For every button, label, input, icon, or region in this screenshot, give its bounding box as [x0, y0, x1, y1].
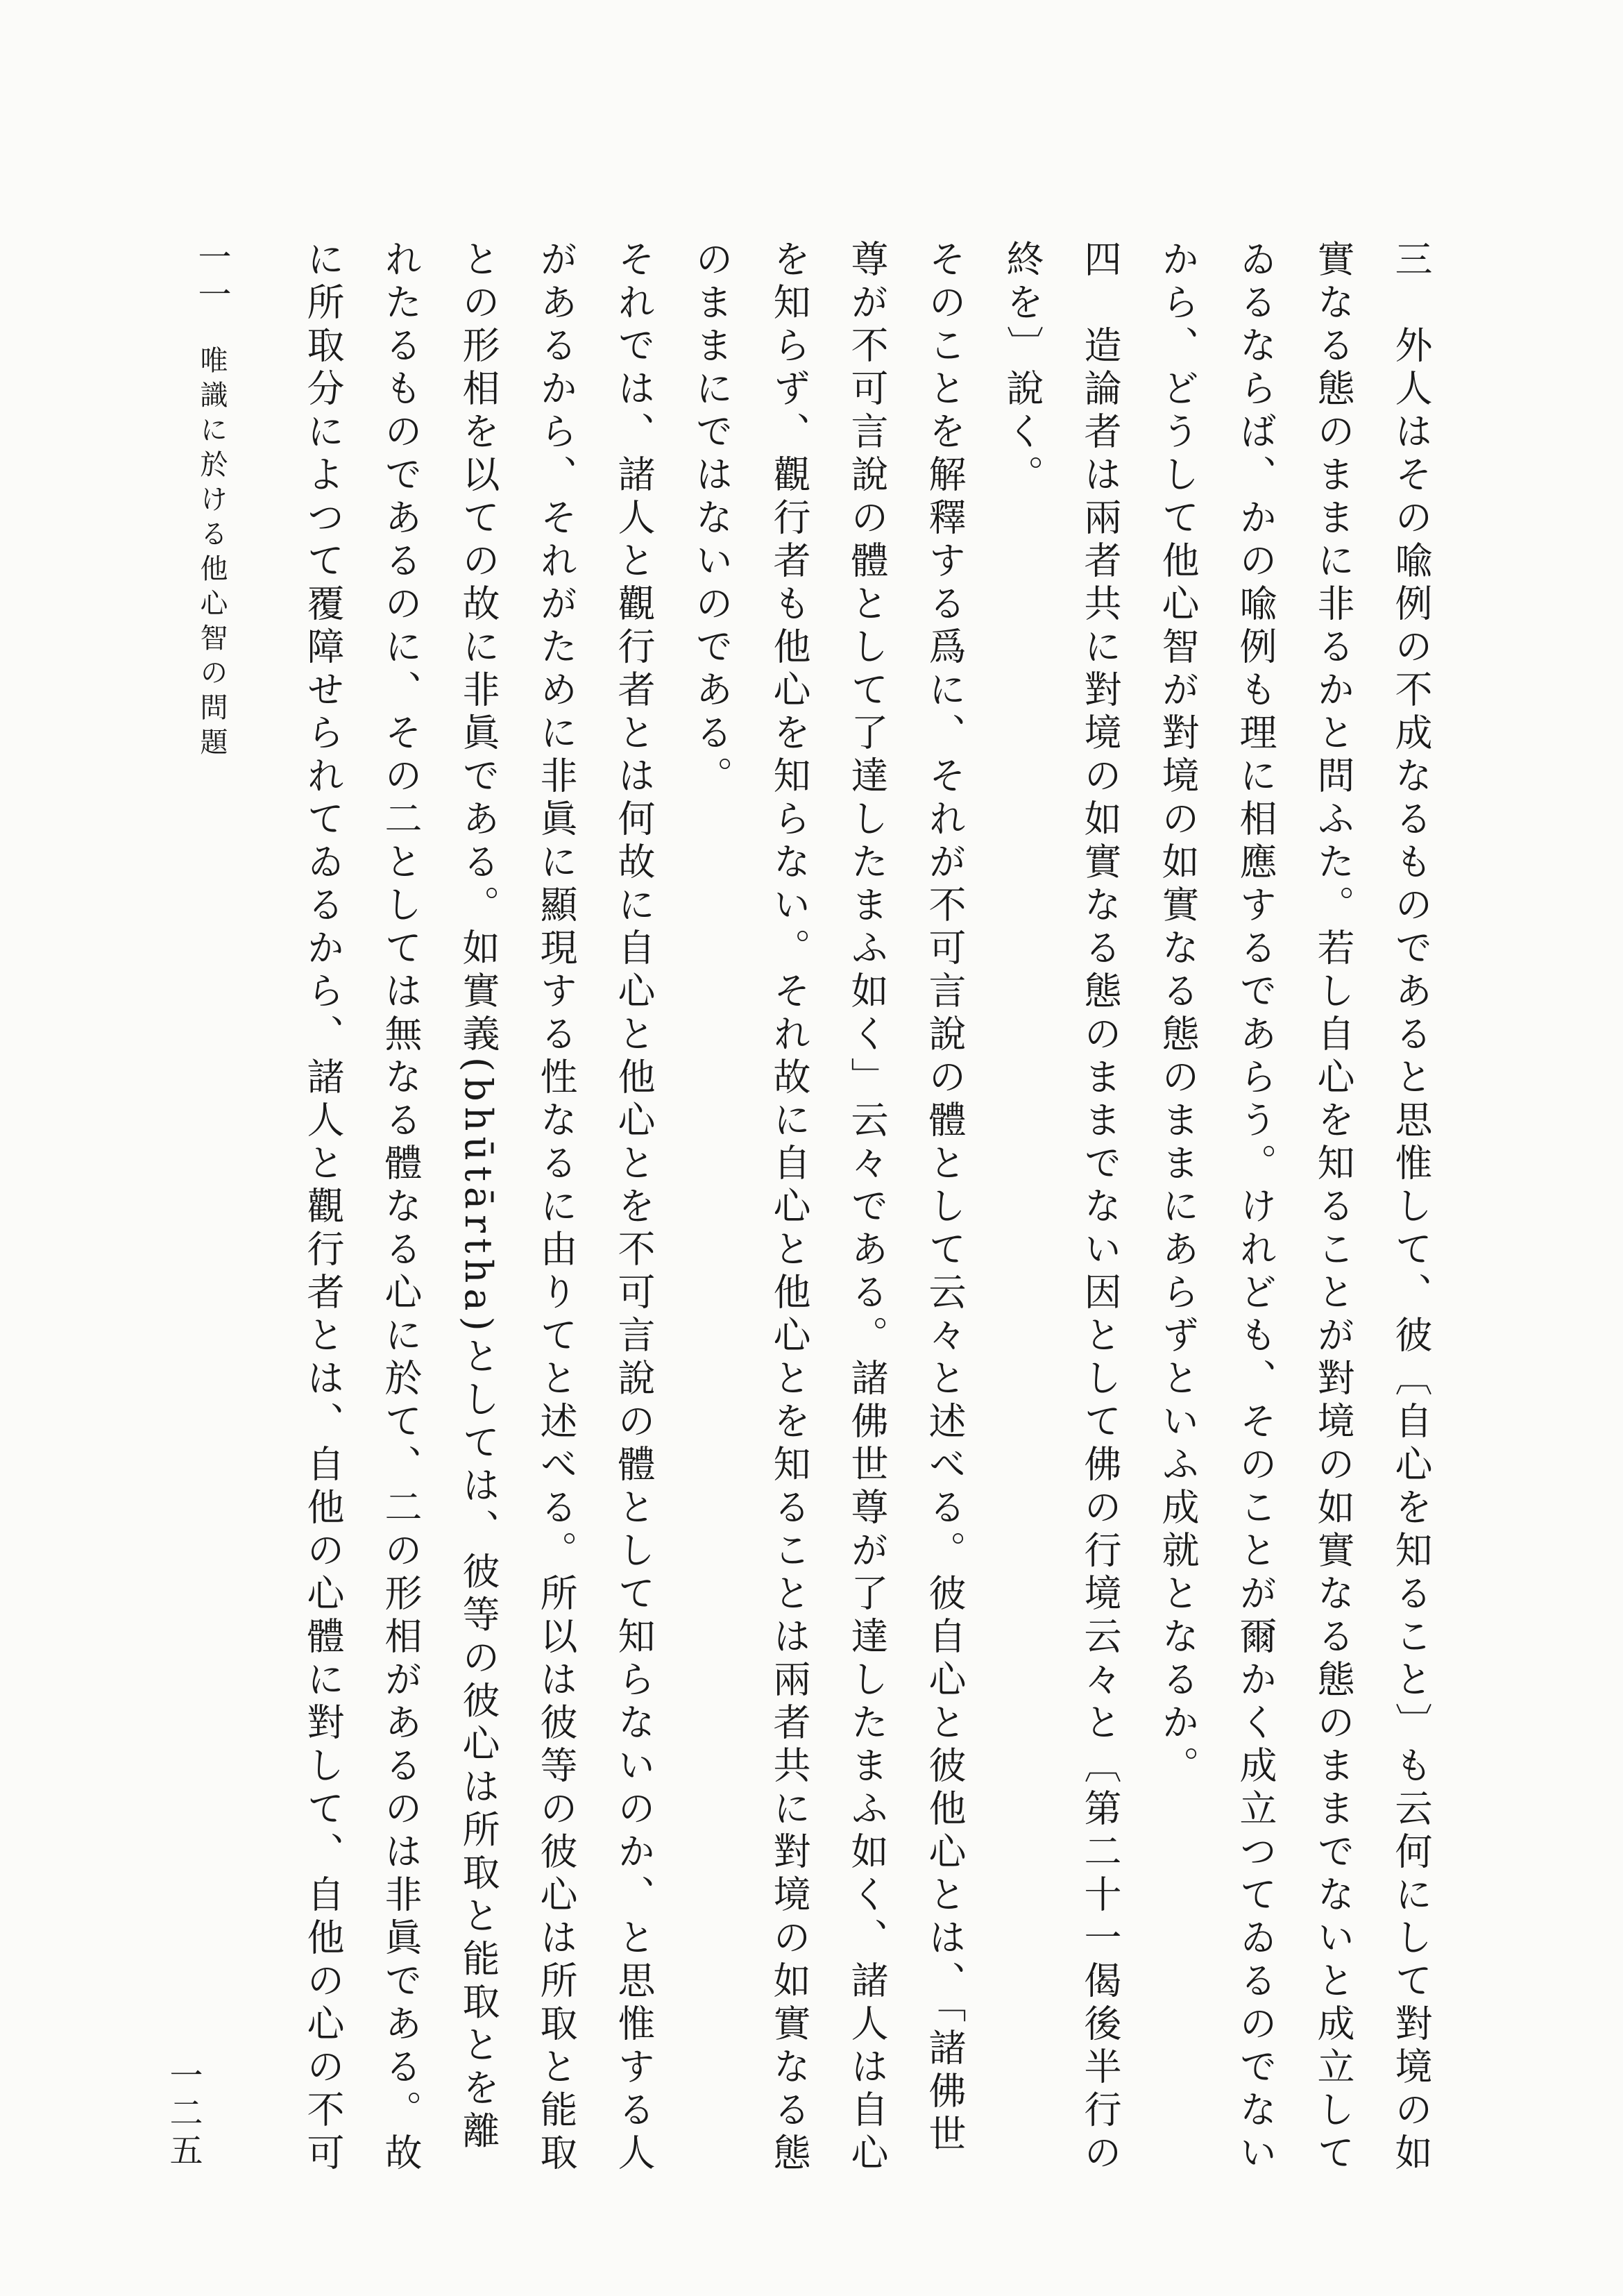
paragraph-4-commentary: そのことを解釋する爲に、それが不可言說の體として云々と述べる。彼自心と彼他心とは、「諸佛世尊が不可言說の體として了達したまふ如く」云々である。諸佛世尊が了達したまふ如く、諸人は自心を知らず、觀行者も他心を知らない。それ故に自心と他心とを知ることは兩者共に對境の如實なる態のままにではないのである。 [690, 239, 967, 2176]
running-title: 唯識に於ける他心智の問題 [196, 346, 228, 763]
body-text [284, 239, 1450, 2197]
page-number: 一二五 [164, 2058, 203, 2170]
chapter-number: 一一 [192, 239, 231, 314]
paragraph-3: 三 外人はその喩例の不成なるものであると思惟して、彼〔自心を知ること〕も云何にして對境の如實なる態のままに非るかと問ふた。若し自心を知ることが對境の如實なる態のままでないと成立してゐるならば、かの喩例も理に相應するであらう。けれども、そのことが爾かく成立つてゐるのでないから、どうして他心智が對境の如實なる態のままにあらずといふ成就となるか。 [1156, 239, 1433, 2176]
paragraph-4-continuation: それでは、諸人と觀行者とは何故に自心と他心とを不可言說の體として知らないのか、と思惟する人があるから、それがために非眞に顯現する性なるに由りてと述べる。所以は彼等の彼心は所取と能取との形相を以ての故に非眞である。如實義(bhūtārtha)としては、彼等の彼心は所取と能取とを離れたるものであるのに、その二としては無なる體なる心に於て、二の形相があるのは非眞である。故に所取分によつて覆障せられてゐるから、諸人と觀行者とは、自他の心體に對して、自他の心の不可 [301, 239, 656, 2176]
paragraph-4: 四 造論者は兩者共に對境の如實なる態のままでない因として佛の行境云々と〔第二十一偈後半行の終を〕說く。 [1001, 239, 1122, 2176]
page-footer [160, 239, 236, 2225]
